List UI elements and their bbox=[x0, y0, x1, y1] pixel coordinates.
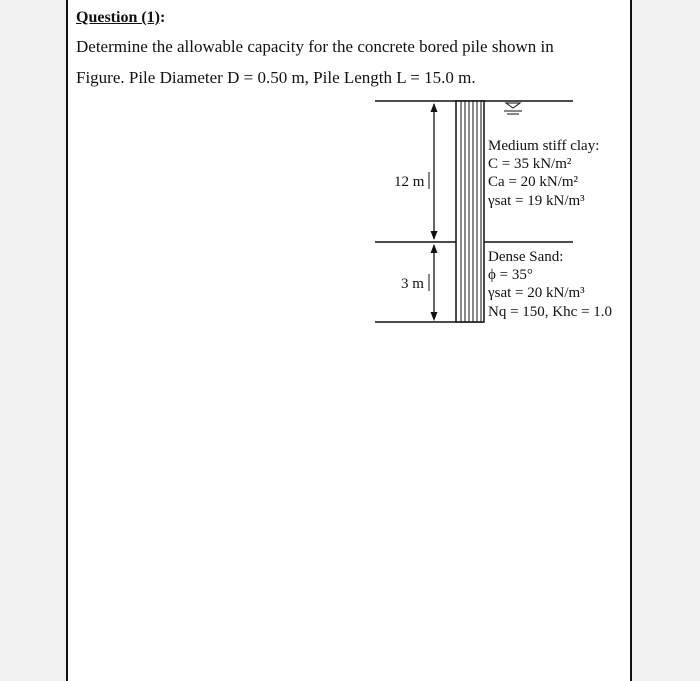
depth-label-12m: 12 m bbox=[394, 174, 425, 190]
sand-friction-angle: ϕ = 35° bbox=[488, 267, 533, 283]
clay-adhesion: Ca = 20 kN/m² bbox=[488, 174, 579, 190]
clay-cohesion: C = 35 kN/m² bbox=[488, 156, 572, 172]
dimension-arrow-12m bbox=[431, 103, 438, 240]
question-heading-colon: : bbox=[160, 9, 166, 26]
question-text-line-1: Determine the allowable capacity for the concrete bored pile shown in bbox=[76, 37, 554, 56]
pile-soil-figure bbox=[68, 0, 634, 681]
sand-layer-title: Dense Sand: bbox=[488, 249, 564, 265]
question-heading-label: Question (1) bbox=[76, 9, 160, 26]
document-page bbox=[66, 0, 632, 681]
water-table-icon bbox=[504, 103, 522, 114]
clay-unit-weight: γsat = 19 kN/m³ bbox=[488, 193, 585, 209]
sand-bearing-factors: Nq = 150, Khc = 1.0 bbox=[488, 304, 612, 320]
depth-label-3m: 3 m bbox=[401, 276, 424, 292]
dimension-arrow-3m bbox=[431, 244, 438, 321]
question-text-line-2: Figure. Pile Diameter D = 0.50 m, Pile Length L = 15.0 m. bbox=[76, 68, 476, 87]
sand-unit-weight: γsat = 20 kN/m³ bbox=[488, 285, 585, 301]
clay-layer-title: Medium stiff clay: bbox=[488, 138, 600, 154]
pile-shaft bbox=[456, 101, 484, 322]
